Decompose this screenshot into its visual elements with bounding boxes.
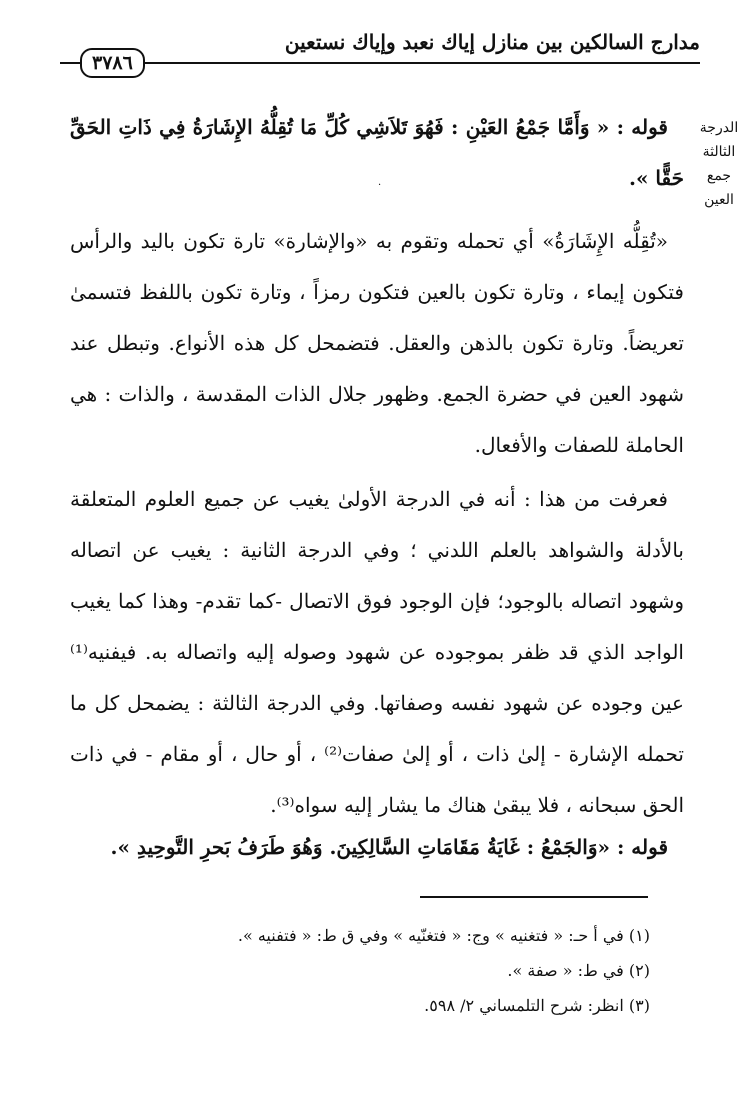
paragraph-text: «تُقِلُّه الإِشَارَةُ» أي تحمله وتقوم به «والإشارة» تارة تكون باليد والرأس فتكون إيماء ، وتارة تكون بالعين فتكون رمزاً ، وتارة تكون باللفظ فتسمىٰ تعريضاً. وتارة تكون بالذهن والعقل. فتضمحل كل هذه الأنواع. وتبطل عند شهود العين في حضرة الجمع. وظهور جلال الذات المقدسة ، والذات : هي الحاملة للصفات والأفعال. — [70, 229, 684, 457]
footnotes — [70, 918, 650, 1023]
footnote-rule — [420, 896, 648, 898]
paragraph-text: فعرفت من هذا : أنه في الدرجة الأولىٰ يغيب عن جميع العلوم المتعلقة بالأدلة والشواهد بالعلم اللدني ؛ وفي الدرجة الثانية : يغيب عن اتصاله وشهود اتصاله بالوجود؛ فإن الوجود فوق الاتصال -كما تقدم- وهذا كما يغيب الواجد الذي قد ظفر بموجوده عن شهود وصوله إليه واتصاله به. فيفنيه⁽¹⁾ عين وجوده عن شهود نفسه وصفاتها. وفي الدرجة الثالثة : يضمحل كل ما تحمله الإشارة - إلىٰ ذات ، أو إلىٰ صفات⁽²⁾ ، أو حال ، أو مقام - في ذات الحق سبحانه ، فلا يبقىٰ هناك ما يشار إليه سواه⁽³⁾. — [70, 487, 684, 817]
header-title: مدارج السالكين بين منازل إياك نعبد وإياك نستعين — [284, 30, 700, 54]
running-header — [60, 20, 700, 80]
paragraph-degrees — [70, 474, 684, 831]
header-rule — [60, 62, 700, 64]
stray-mark: · — [378, 180, 382, 191]
footnote-2: (٢) في ط: « صفة ». — [507, 961, 650, 980]
paragraph-text: قوله : «وَالجَمْعُ : غَايَةُ مَقَامَاتِ السَّالِكِينَ. وَهُوَ طَرَفُ بَحرِ التَّوحِيدِ ». — [110, 835, 668, 859]
footnote-1: (١) في أ حـ: « فتغنيه » وج: « فتغنّيه » وفي ق ط: « فتفنيه ». — [237, 926, 650, 945]
paragraph-quote-1 — [70, 102, 684, 204]
footnote-3: (٣) انظر: شرح التلمساني ٢/ ٥٩٨. — [424, 996, 650, 1015]
paragraph-text: قوله : « وَأَمَّا جَمْعُ العَيْنِ : فَهُوَ تَلاَشِي كُلِّ مَا تُقِلُّهُ الإِشَارَةُ فِي ذَاتِ الحَقِّ حَقًّا ». — [70, 115, 684, 190]
margin-note: الدرجة الثالثة جمع العين — [699, 120, 739, 208]
page-number: ٣٧٨٦ — [80, 48, 145, 78]
paragraph-quote-2 — [70, 822, 684, 873]
paragraph-explanation — [70, 216, 684, 471]
